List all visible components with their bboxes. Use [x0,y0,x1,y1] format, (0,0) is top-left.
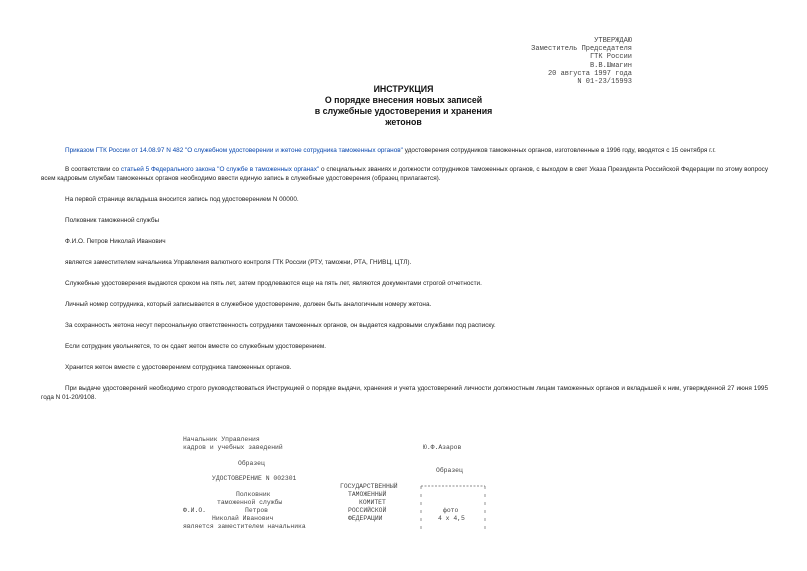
paragraph: В соответствии со статьей 5 Федерального закона "О службе в таможенных органах" о специальных званиях и должности сотрудников таможенных органов, с выходом в свет Указа Президента Российской Федерации по этому вопросу всем кадровым службам таможенных органов необходимо ввести единую запись в служебные удостоверения (образец прилагается). [41,166,769,182]
org-line: ГОСУДАРСТВЕННЫЙ [340,483,398,490]
signature-role: Начальник Управления кадров и учебных заведений [183,436,283,451]
approval-line: 20 августа 1997 года [547,69,632,78]
signature-name: Ю.Ф.Азаров [423,444,462,451]
paragraph: На первой странице вкладыша вносится запись под удостоверением N 00000. [65,196,299,203]
approval-line: N 01-23/15993 [577,78,632,87]
photo-frame [419,481,487,531]
document-body [41,146,768,402]
approval-line: ГТК России [589,53,632,62]
paragraph: За сохранность жетона несут персональную ответственность сотрудники таможенных органов, он выдается кадровыми службами под расписку. [65,322,496,329]
org-line: ФЕДЕРАЦИИ [348,515,383,522]
org-line: КОМИТЕТ [359,499,386,506]
document-title [0,84,807,128]
org-line: РОССИЙСКОЙ [348,507,387,514]
paragraph: является заместителем начальника Управления валютного контроля ГТК России (РТУ, таможни, РТА, ГНИВЦ, ЦТЛ). [65,259,412,266]
fio-label: Ф.И.О. [183,507,207,514]
photo-label: фото [443,507,459,514]
rank-line: Полковник [236,491,271,498]
law-link[interactable]: статьей 5 Федерального закона "О службе в таможенных органах" [120,166,320,173]
paragraph: Служебные удостоверения выдаются сроком на пять лет, затем продлеваются еще на пять лет, являются документами строгой отчетности. [65,280,482,287]
surname: Петров [245,507,269,514]
paragraph: Ф.И.О. Петров Николай Иванович [65,238,166,245]
title-line: в служебные удостоверения и хранения [314,106,493,116]
sample-label: Образец [436,467,463,474]
rank-line: таможенной службы [217,499,283,506]
title-line: О порядке внесения новых записей [324,95,483,105]
paragraph: При выдаче удостоверений необходимо строго руководствоваться Инструкцией о порядке выдачи, хранения и учета удостоверений личности должностным лицам таможенных органов и вкладышей к ним, утвержденной 27 июня 1995 года N 01-20/9108. [41,385,768,401]
title-line: жетонов [385,117,422,127]
paragraph: Если сотрудник увольняется, то он сдает жетон вместе со служебным удостоверением. [65,343,327,350]
paragraph: Хранится жетон вместе с удостоверением сотрудника таможенных органов. [65,364,292,371]
approval-line: Заместитель Председателя [531,45,632,54]
certificate-number: УДОСТОВЕРЕНИЕ N 002301 [212,475,297,482]
paragraph: Личный номер сотрудника, который записывается в служебное удостоверение, должен быть аналогичным номеру жетона. [65,301,432,308]
approval-block [432,37,632,86]
paragraph: Полковник таможенной службы [65,217,160,224]
paragraph: Приказом ГТК России от 14.08.97 N 482 "О служебном удостоверении и жетоне сотрудника таможенных органов" удостоверения сотрудников таможенных органов, изготовленные в 1996 году, вводятся с 15 сентября г.г. [65,147,716,154]
order-link[interactable]: Приказом ГТК России от 14.08.97 N 482 "О служебном удостоверении и жетоне сотрудника таможенных органов" [65,147,403,154]
position-line: является заместителем начальника [183,523,306,530]
approval-line: В.В.Шмагин [589,61,632,70]
title-line: ИНСТРУКЦИЯ [373,84,434,94]
given-name: Николай Иванович [212,515,274,522]
org-line: ТАМОЖЕННЫЙ [348,491,387,498]
photo-size: 4 х 4,5 [438,515,465,522]
sample-label: Образец [238,460,265,467]
approval-line: УТВЕРЖДАЮ [594,37,632,45]
